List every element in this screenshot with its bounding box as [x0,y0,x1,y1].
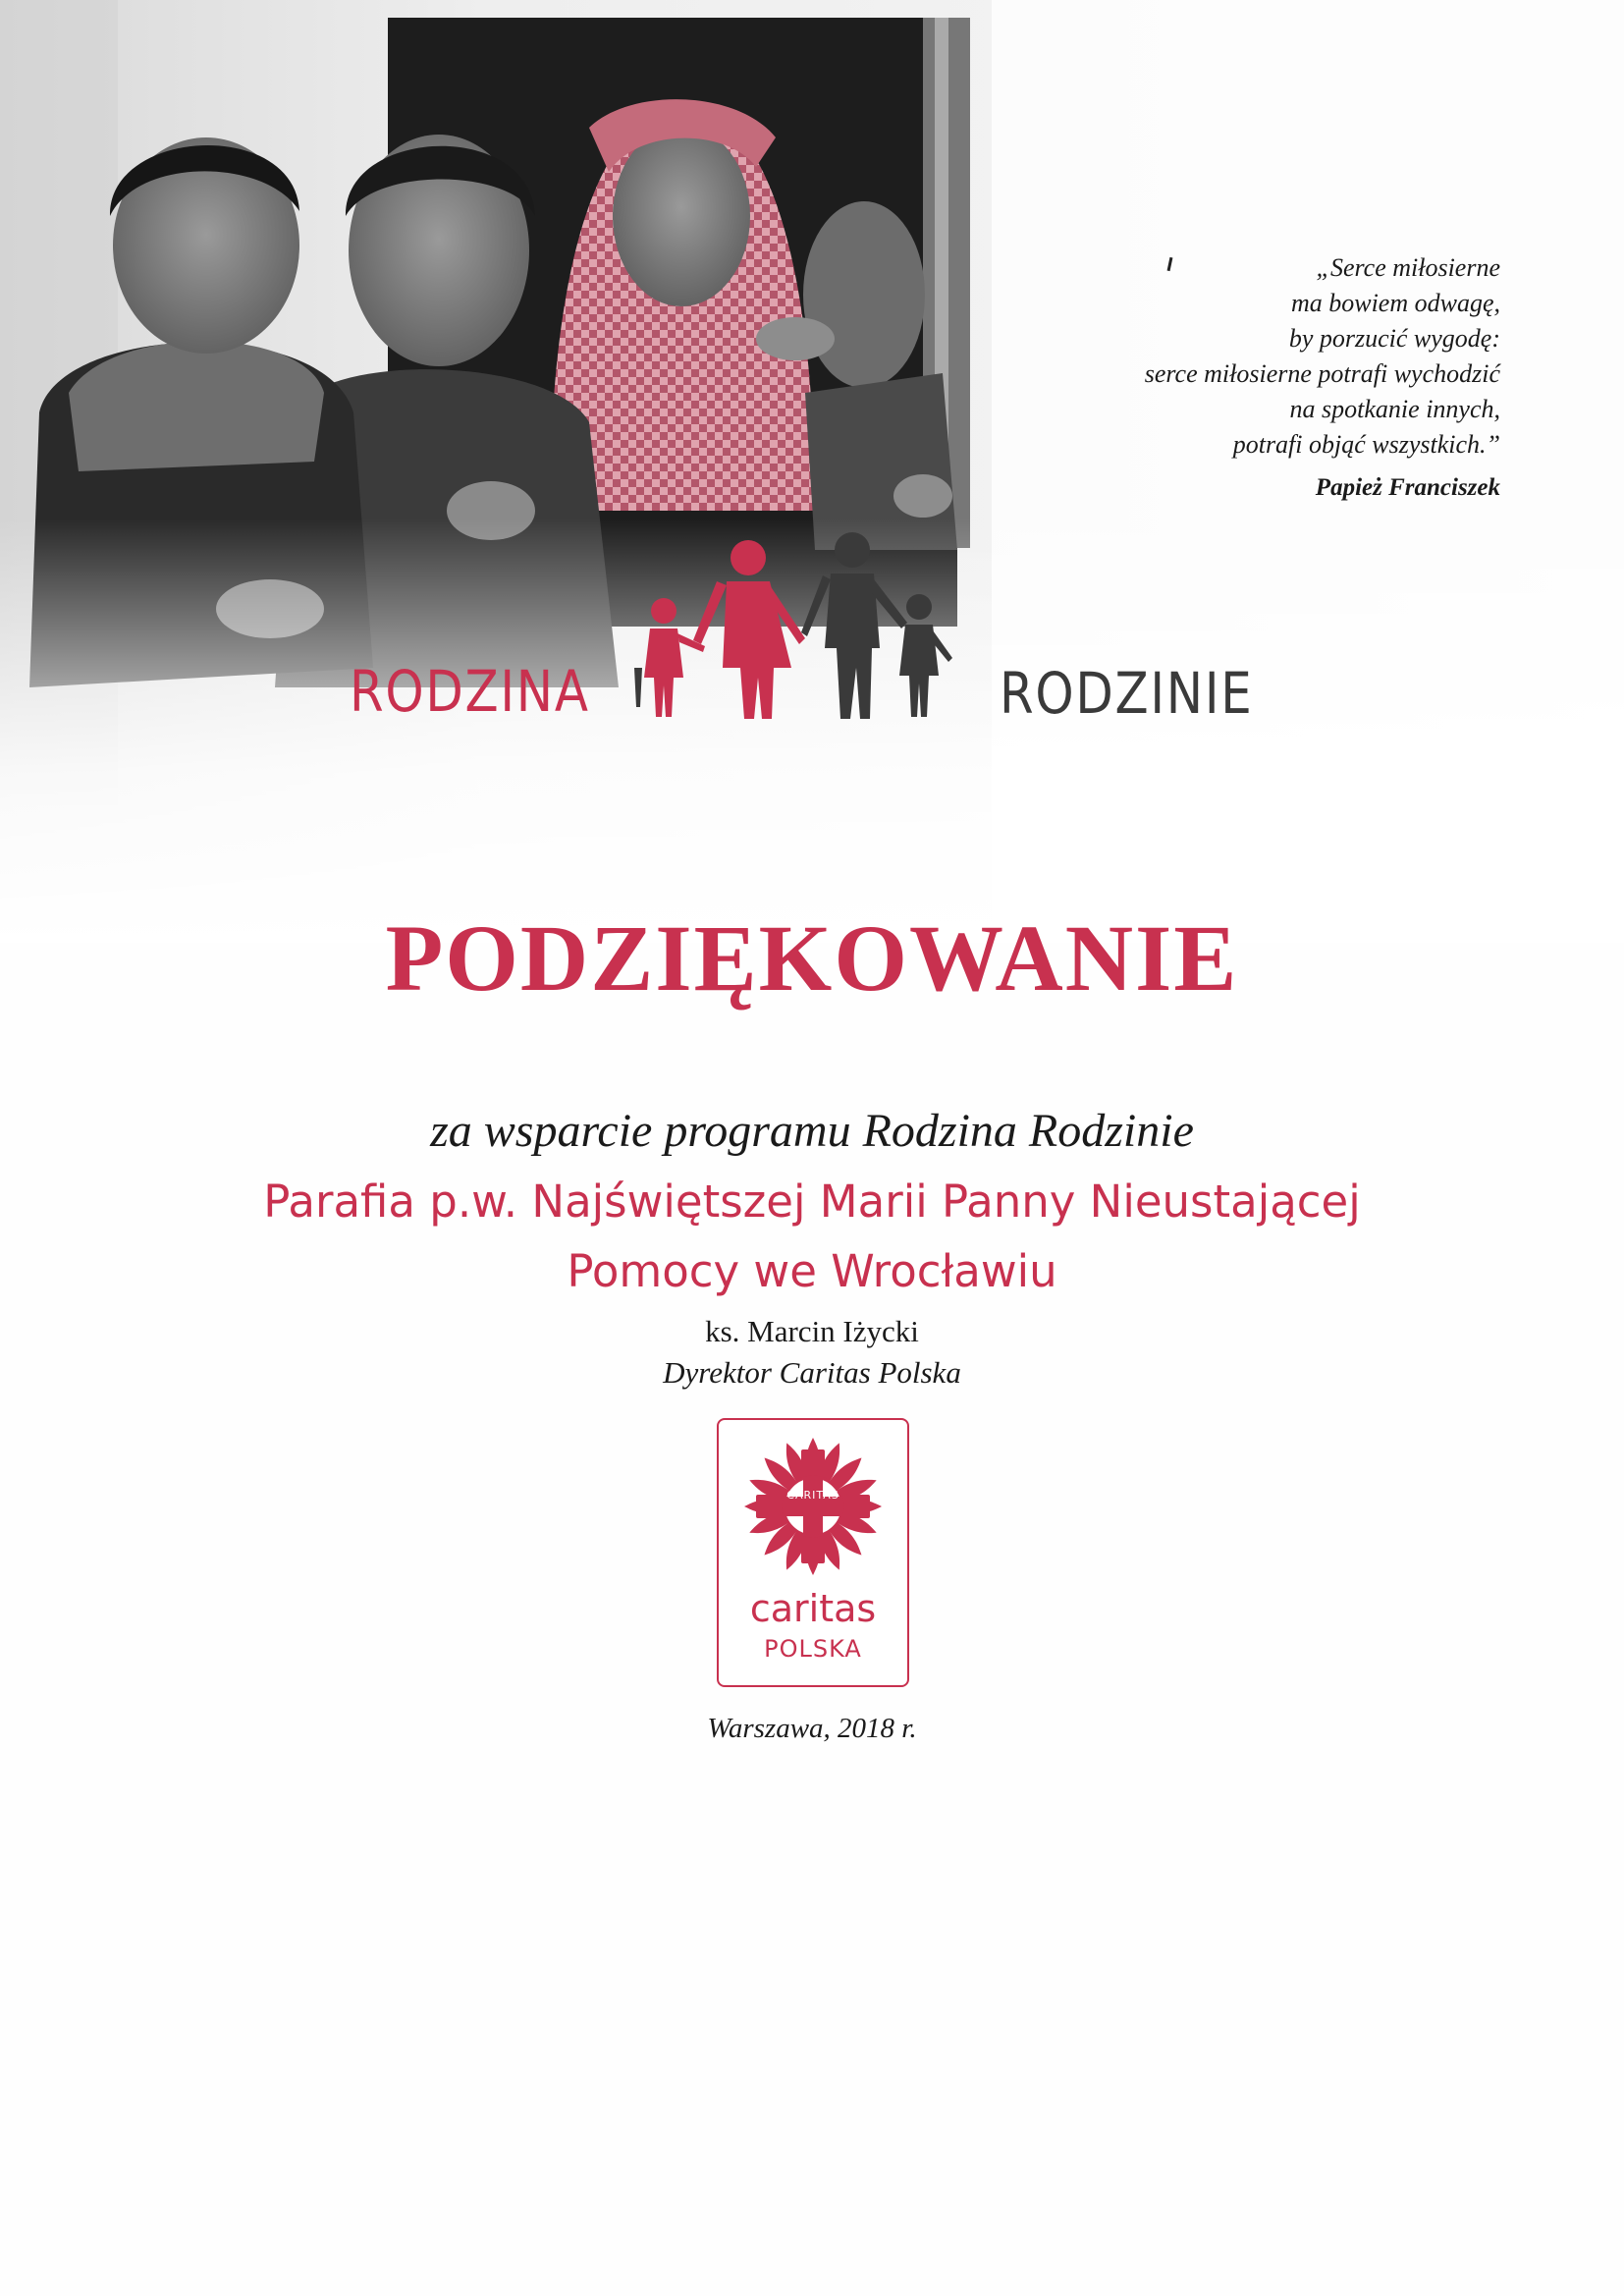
caritas-country: POLSKA [764,1635,862,1663]
quote-line: „Serce miłosierne [1316,253,1500,282]
place-and-date: Warszawa, 2018 r. [707,1713,917,1744]
recipient-line-1: Parafia p.w. Najświętszej Marii Panny Nieustającej [263,1175,1361,1228]
program-logo-right-word: RODZINIE [1000,660,1254,727]
caritas-logo [717,1418,909,1687]
quote-line: potrafi objąć wszystkich.” [1232,430,1500,459]
quote-author: Papież Franciszek [1315,474,1500,501]
caritas-ring-text: CARITAS [786,1489,839,1502]
certificate-title: PODZIĘKOWANIE [385,905,1239,1011]
certificate-subtitle: za wsparcie programu Rodzina Rodzinie [430,1105,1194,1157]
signer-name: ks. Marcin Iżycki [705,1314,919,1348]
recipient-line-2: Pomocy we Wrocławiu [567,1245,1057,1297]
family-figures-icon [628,520,982,727]
pope-quote [911,250,1500,506]
caritas-name: caritas [749,1587,877,1630]
quote-line: na spotkanie innych, [1289,395,1500,423]
caritas-flame-cross-icon [719,1420,907,1587]
program-logo-left-word: RODZINA [350,658,590,725]
quote-line: ma bowiem odwagę, [1290,289,1500,317]
quote-line: serce miłosierne potrafi wychodzić [1144,359,1500,388]
signer-role: Dyrektor Caritas Polska [663,1355,961,1390]
quote-line: by porzucić wygodę: [1288,324,1500,353]
